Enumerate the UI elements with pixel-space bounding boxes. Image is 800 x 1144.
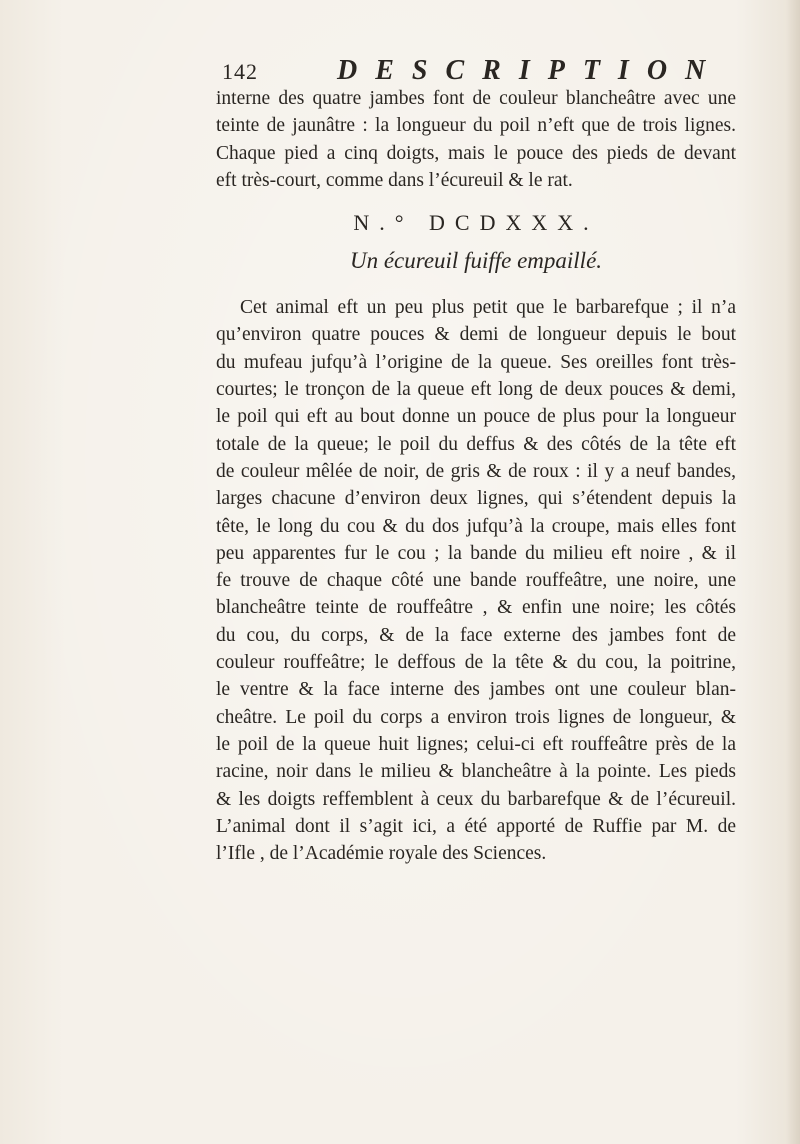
text-line: racine, noir dans le milieu & blancheâtre à la pointe. Les pieds [216, 761, 736, 783]
page-edge-shadow [786, 0, 800, 1144]
text-line: le ventre & la face interne des jambes ont une couleur blan- [216, 679, 736, 701]
text-line: tête, le long du cou & du dos jufqu’à la croupe, mais elles font [216, 515, 736, 537]
description-paragraph [216, 294, 736, 867]
text-line: du mufeau jufqu’à l’origine de la queue. Ses oreilles font très- [216, 351, 736, 373]
text-line: qu’environ quatre pouces & demi de longueur depuis le bout [216, 324, 736, 346]
text-line: cheâtre. Le poil du corps a environ trois lignes de longueur, & [216, 706, 736, 728]
text-line: peu apparentes fur le cou ; la bande du milieu eft noire , & il [216, 542, 736, 564]
text-line: couleur rouffeâtre; le deffous de la tête & du cou, la poitrine, [216, 652, 736, 674]
text-line: totale de la queue; le poil du deffus & des côtés de la tête eft [216, 433, 736, 455]
text-line: interne des quatre jambes font de couleur blancheâtre avec une [216, 88, 736, 109]
intro-paragraph [216, 85, 736, 194]
page-number: 142 [222, 59, 258, 84]
text-line: l’Ifle , de l’Académie royale des Sciences. [216, 843, 547, 865]
text-line: le poil qui eft au bout donne un pouce de plus pour la longueur [216, 406, 736, 428]
text-line: larges chacune d’environ deux lignes, qui s’étendent depuis la [216, 488, 736, 510]
text-line: Chaque pied a cinq doigts, mais le pouce des pieds de devant [216, 142, 736, 164]
text-line: du cou, du corps, & de la face externe des jambes font de [216, 624, 736, 646]
text-line: Cet animal eft un peu plus petit que le barbarefque ; il n’a [240, 297, 736, 319]
running-title: DESCRIPTION [337, 55, 724, 86]
text-line: de couleur mêlée de noir, de gris & de roux : il y a neuf bandes, [216, 460, 736, 482]
text-line: eft très-court, comme dans l’écureuil & le rat. [216, 169, 573, 191]
text-line: L’animal dont il s’agit ici, a été apporté de Ruffie par M. de [216, 815, 736, 837]
text-line: le poil de la queue huit lignes; celui-ci eft rouffeâtre près de la [216, 733, 736, 755]
text-line: teinte de jaunâtre : la longueur du poil n’eft que de trois lignes. [216, 115, 736, 137]
text-line: blancheâtre teinte de rouffeâtre , & enfin une noire; les côtés [216, 597, 736, 619]
entry-title: Un écureuil fuiffe empaillé. [349, 248, 603, 274]
text-line: fe trouve de chaque côté une bande rouffeâtre, une noire, une [216, 570, 736, 592]
body-text [216, 85, 736, 867]
entry-number: N.° DCDXXX. [353, 210, 599, 236]
text-line: courtes; le tronçon de la queue eft long de deux pouces & demi, [216, 379, 736, 401]
text-line: & les doigts reffemblent à ceux du barbarefque & de l’écureuil. [216, 788, 736, 810]
